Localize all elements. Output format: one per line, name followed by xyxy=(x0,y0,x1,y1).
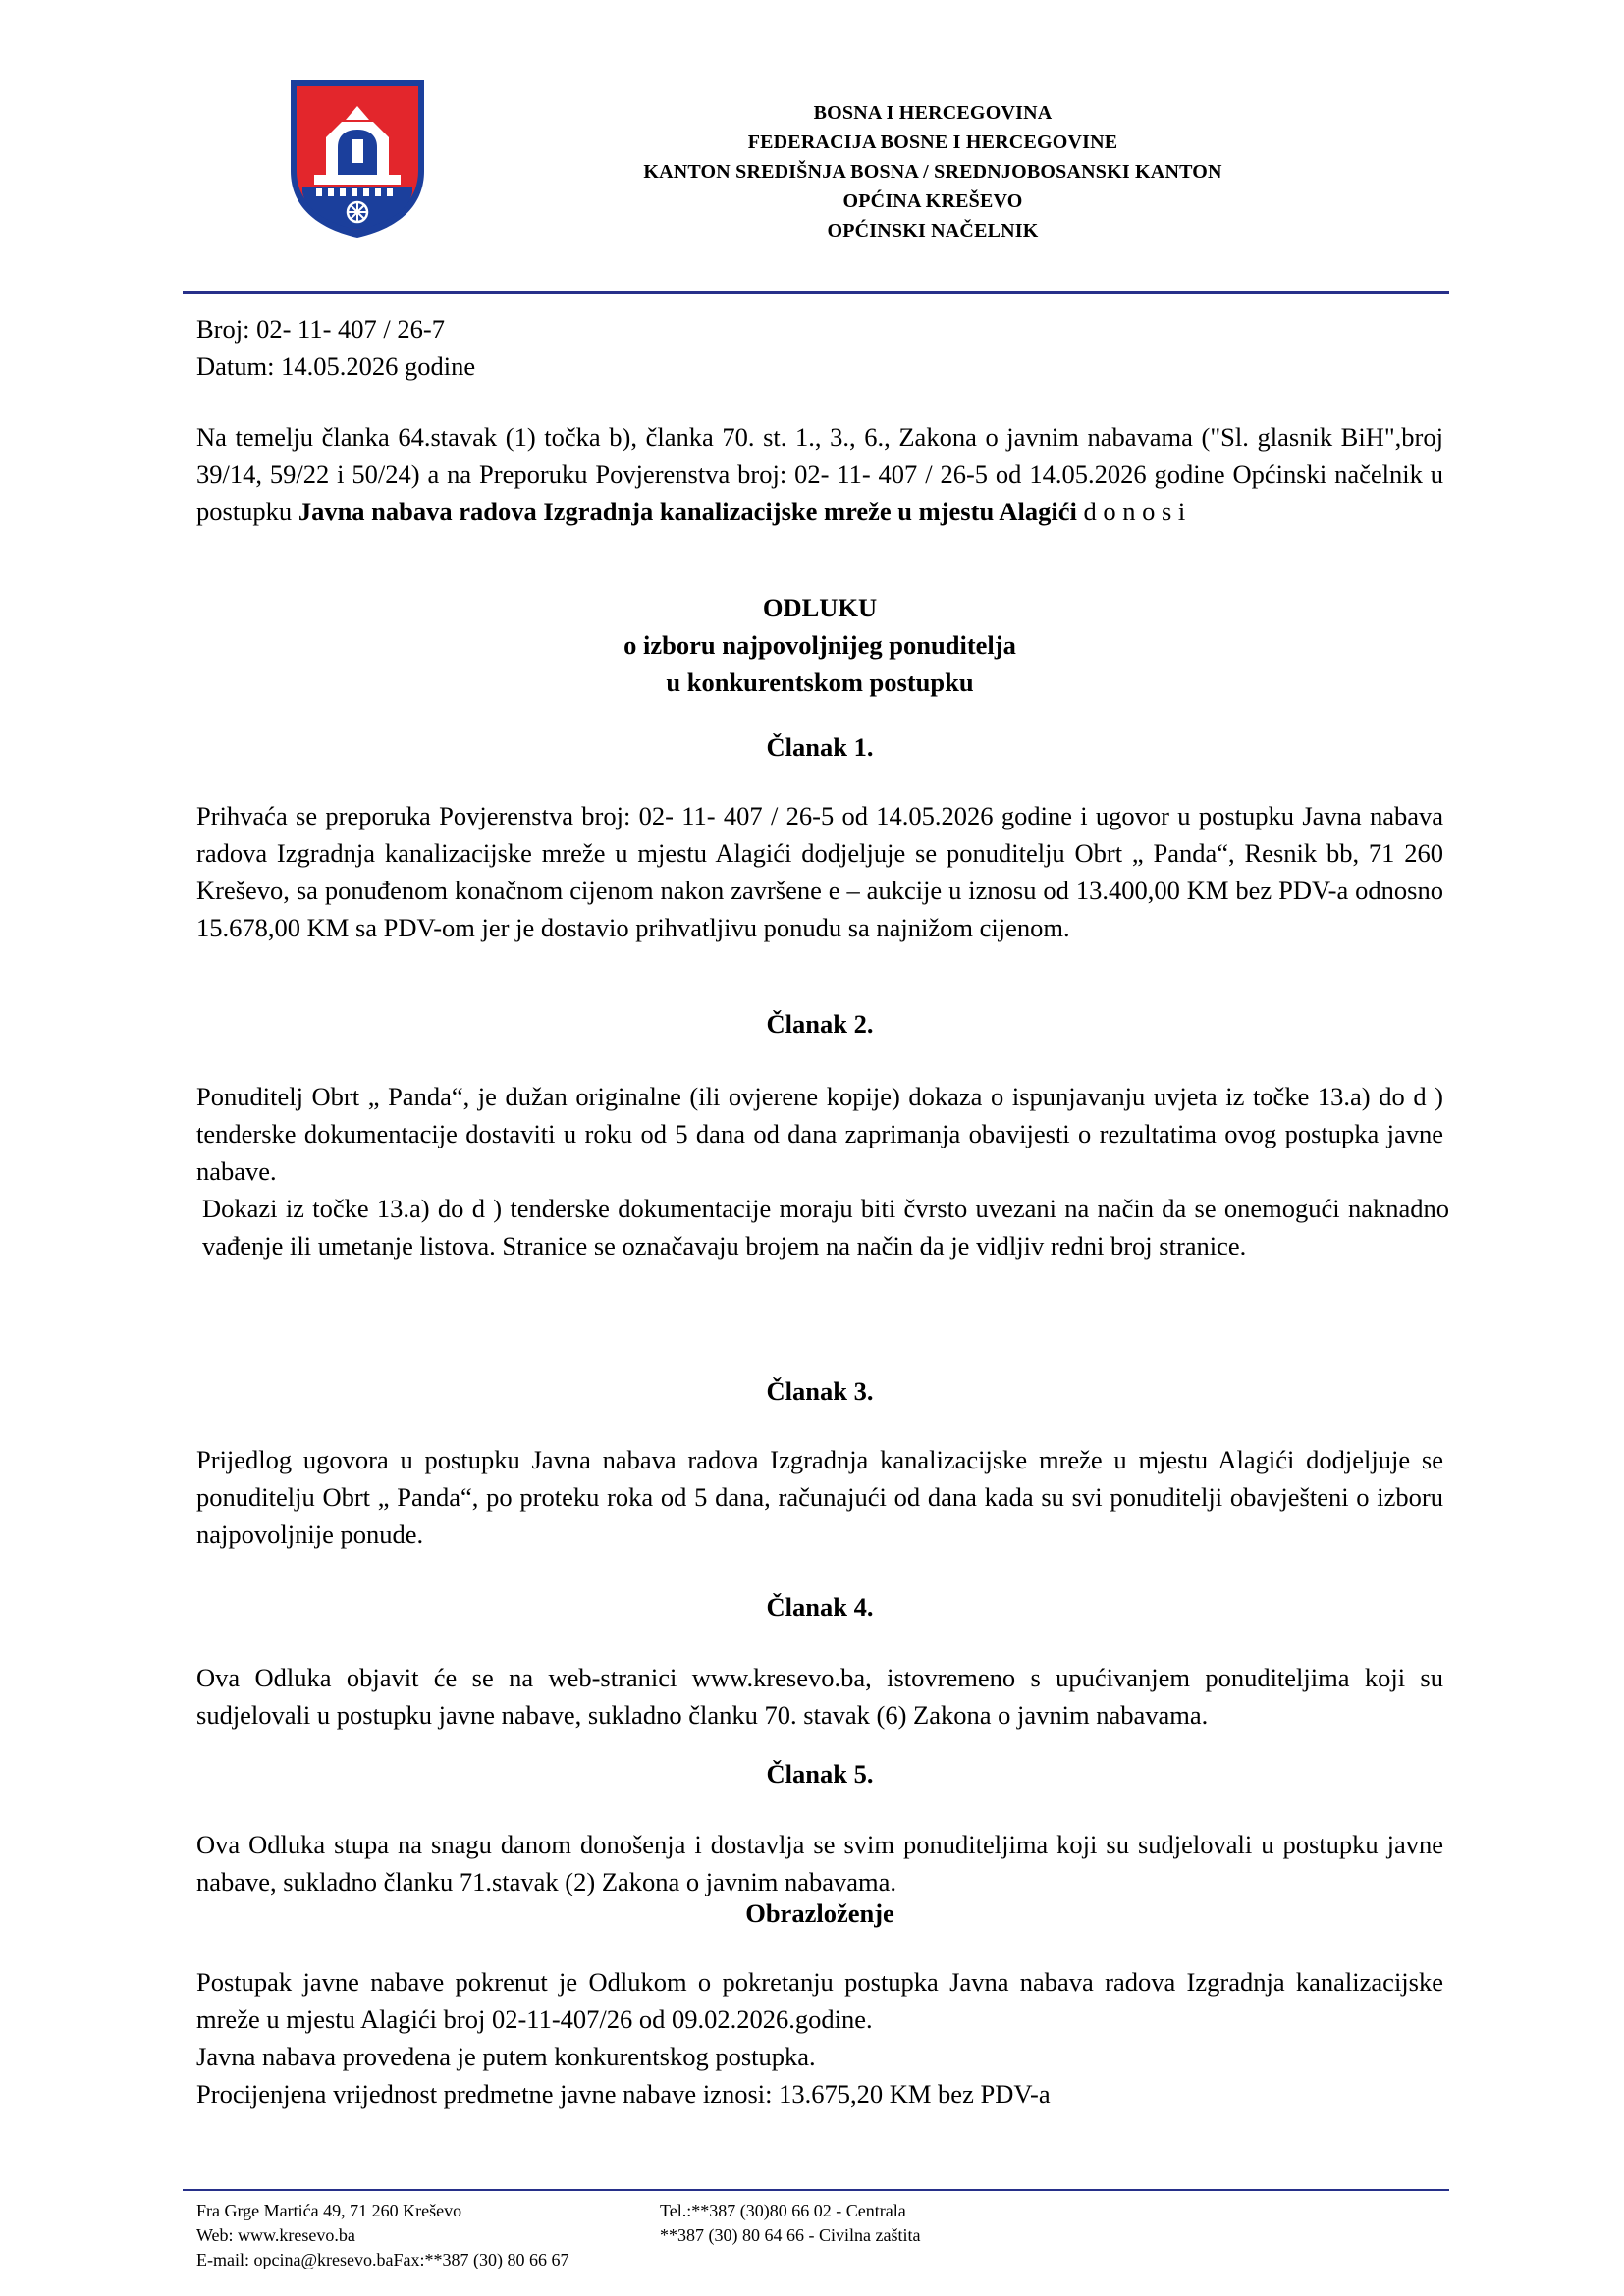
document-meta xyxy=(196,310,475,385)
intro-paragraph xyxy=(196,418,1443,530)
footer-web: Web: www.kresevo.ba xyxy=(196,2225,355,2245)
header-municipality: OPĆINA KREŠEVO xyxy=(842,190,1023,212)
article-3-heading: Članak 3. xyxy=(766,1376,874,1406)
article-1-heading: Članak 1. xyxy=(766,732,874,762)
article-2-text-2: Dokazi iz točke 13.a) do d ) tenderske dokumentacije moraju biti čvrsto uvezani na način da se onemogući naknadno vađenje ili umetanje listova. Stranice se označavaju brojem na način da je vidljiv redni broj stranice. xyxy=(202,1194,1449,1260)
article-2-heading: Članak 2. xyxy=(766,1009,874,1039)
footer-address: Fra Grge Martića 49, 71 260 Kreševo xyxy=(196,2201,462,2220)
header-divider xyxy=(183,291,1449,294)
footer-contact-left xyxy=(196,2199,569,2272)
footer-phone-central: Tel.:**387 (30)80 66 02 - Centrala xyxy=(660,2201,906,2220)
decision-title xyxy=(196,589,1443,701)
document-date: Datum: 14.05.2026 godine xyxy=(196,351,476,381)
reference-number: Broj: 02- 11- 407 / 26-7 xyxy=(196,314,445,344)
municipality-crest-icon xyxy=(287,77,428,241)
document-header xyxy=(550,98,1316,245)
article-1-text: Prihvaća se preporuka Povjerenstva broj: 02- 11- 407 / 26-5 od 14.05.2026 godine i ugovor u postupku Javna nabava radova Izgradnja kanalizacijske mreže u mjestu Alagići dodjeljuje se ponuditelju Obrt „ Panda“, Resnik bb, 71 260 Kreševo, sa ponuđenom konačnom cijenom nakon završene e – aukcije u iznosu od 13.400,00 KM bez PDV-a odnosno 15.678,00 KM sa PDV-om jer je dostavio prihvatljivu ponudu sa najnižom cijenom. xyxy=(196,801,1443,942)
reasoning-text-3: Procijenjena vrijednost predmetne javne nabave iznosi: 13.675,20 KM bez PDV-a xyxy=(196,2079,1051,2109)
reasoning-section xyxy=(196,1963,1443,2112)
footer-email-fax: E-mail: opcina@kresevo.baFax:**387 (30) 80 66 67 xyxy=(196,2250,569,2269)
reasoning-heading: Obrazloženje xyxy=(745,1898,894,1928)
article-4-heading: Članak 4. xyxy=(766,1592,874,1622)
header-country: BOSNA I HERCEGOVINA xyxy=(813,102,1053,124)
title-line-2: o izboru najpovoljnijeg ponuditelja xyxy=(623,630,1016,660)
title-line-1: ODLUKU xyxy=(762,593,878,622)
article-3-text: Prijedlog ugovora u postupku Javna nabava radova Izgradnja kanalizacijske mreže u mjestu Alagići dodjeljuje se ponuditelju Obrt „ Panda“, po proteku roka od 5 dana, računajući od dana kada su svi ponuditelji obavješteni o izboru najpovoljnije ponude. xyxy=(196,1445,1443,1549)
header-office: OPĆINSKI NAČELNIK xyxy=(827,220,1039,241)
intro-text: Na temelju članka 64.stavak (1) točka b), članka 70. st. 1., 3., 6., Zakona o javnim nabavama ("Sl. glasnik BiH",broj 39/14, 59/22 i 50/24) a na Preporuku Povjerenstva broj: 02- 11- 407 / 26-5 od 14.05.2026 godine Općinski načelnik u postupku xyxy=(196,422,1443,526)
header-federation: FEDERACIJA BOSNE I HERCEGOVINE xyxy=(747,132,1118,153)
article-5-text: Ova Odluka stupa na snagu danom donošenja i dostavlja se svim ponuditeljima koji su sudjelovali u postupku javne nabave, sukladno članku 71.stavak (2) Zakona o javnim nabavama. xyxy=(196,1830,1443,1896)
article-2-text-1: Ponuditelj Obrt „ Panda“, je dužan originalne (ili ovjerene kopije) dokaza o ispunjavanju uvjeta iz točke 13.a) do d ) tenderske dokumentacije dostaviti u roku od 5 dana od dana zaprimanja obavijesti o rezultatima ovog postupka javne nabave. xyxy=(196,1082,1443,1186)
intro-tail: d o n o s i xyxy=(1076,497,1186,526)
reasoning-text-2: Javna nabava provedena je putem konkurentskog postupka. xyxy=(196,2042,816,2071)
title-line-3: u konkurentskom postupku xyxy=(666,667,974,697)
footer-contact-right xyxy=(660,2199,920,2248)
reasoning-text-1: Postupak javne nabave pokrenut je Odlukom o pokretanju postupka Javna nabava radova Izgradnja kanalizacijske mreže u mjestu Alagići broj 02-11-407/26 od 09.02.2026.godine. xyxy=(196,1967,1443,2034)
header-canton: KANTON SREDIŠNJA BOSNA / SREDNJOBOSANSKI KANTON xyxy=(643,161,1222,183)
footer-divider xyxy=(183,2189,1449,2191)
intro-procurement-name: Javna nabava radova Izgradnja kanalizacijske mreže u mjestu Alagići xyxy=(298,497,1077,526)
article-5-heading: Članak 5. xyxy=(766,1759,874,1789)
footer-phone-civil-protection: **387 (30) 80 64 66 - Civilna zaštita xyxy=(660,2225,921,2245)
article-4-text: Ova Odluka objavit će se na web-stranici www.kresevo.ba, istovremeno s upućivanjem ponuditeljima koji su sudjelovali u postupku javne nabave, sukladno članku 70. stavak (6) Zakona o javnim nabavama. xyxy=(196,1663,1443,1730)
